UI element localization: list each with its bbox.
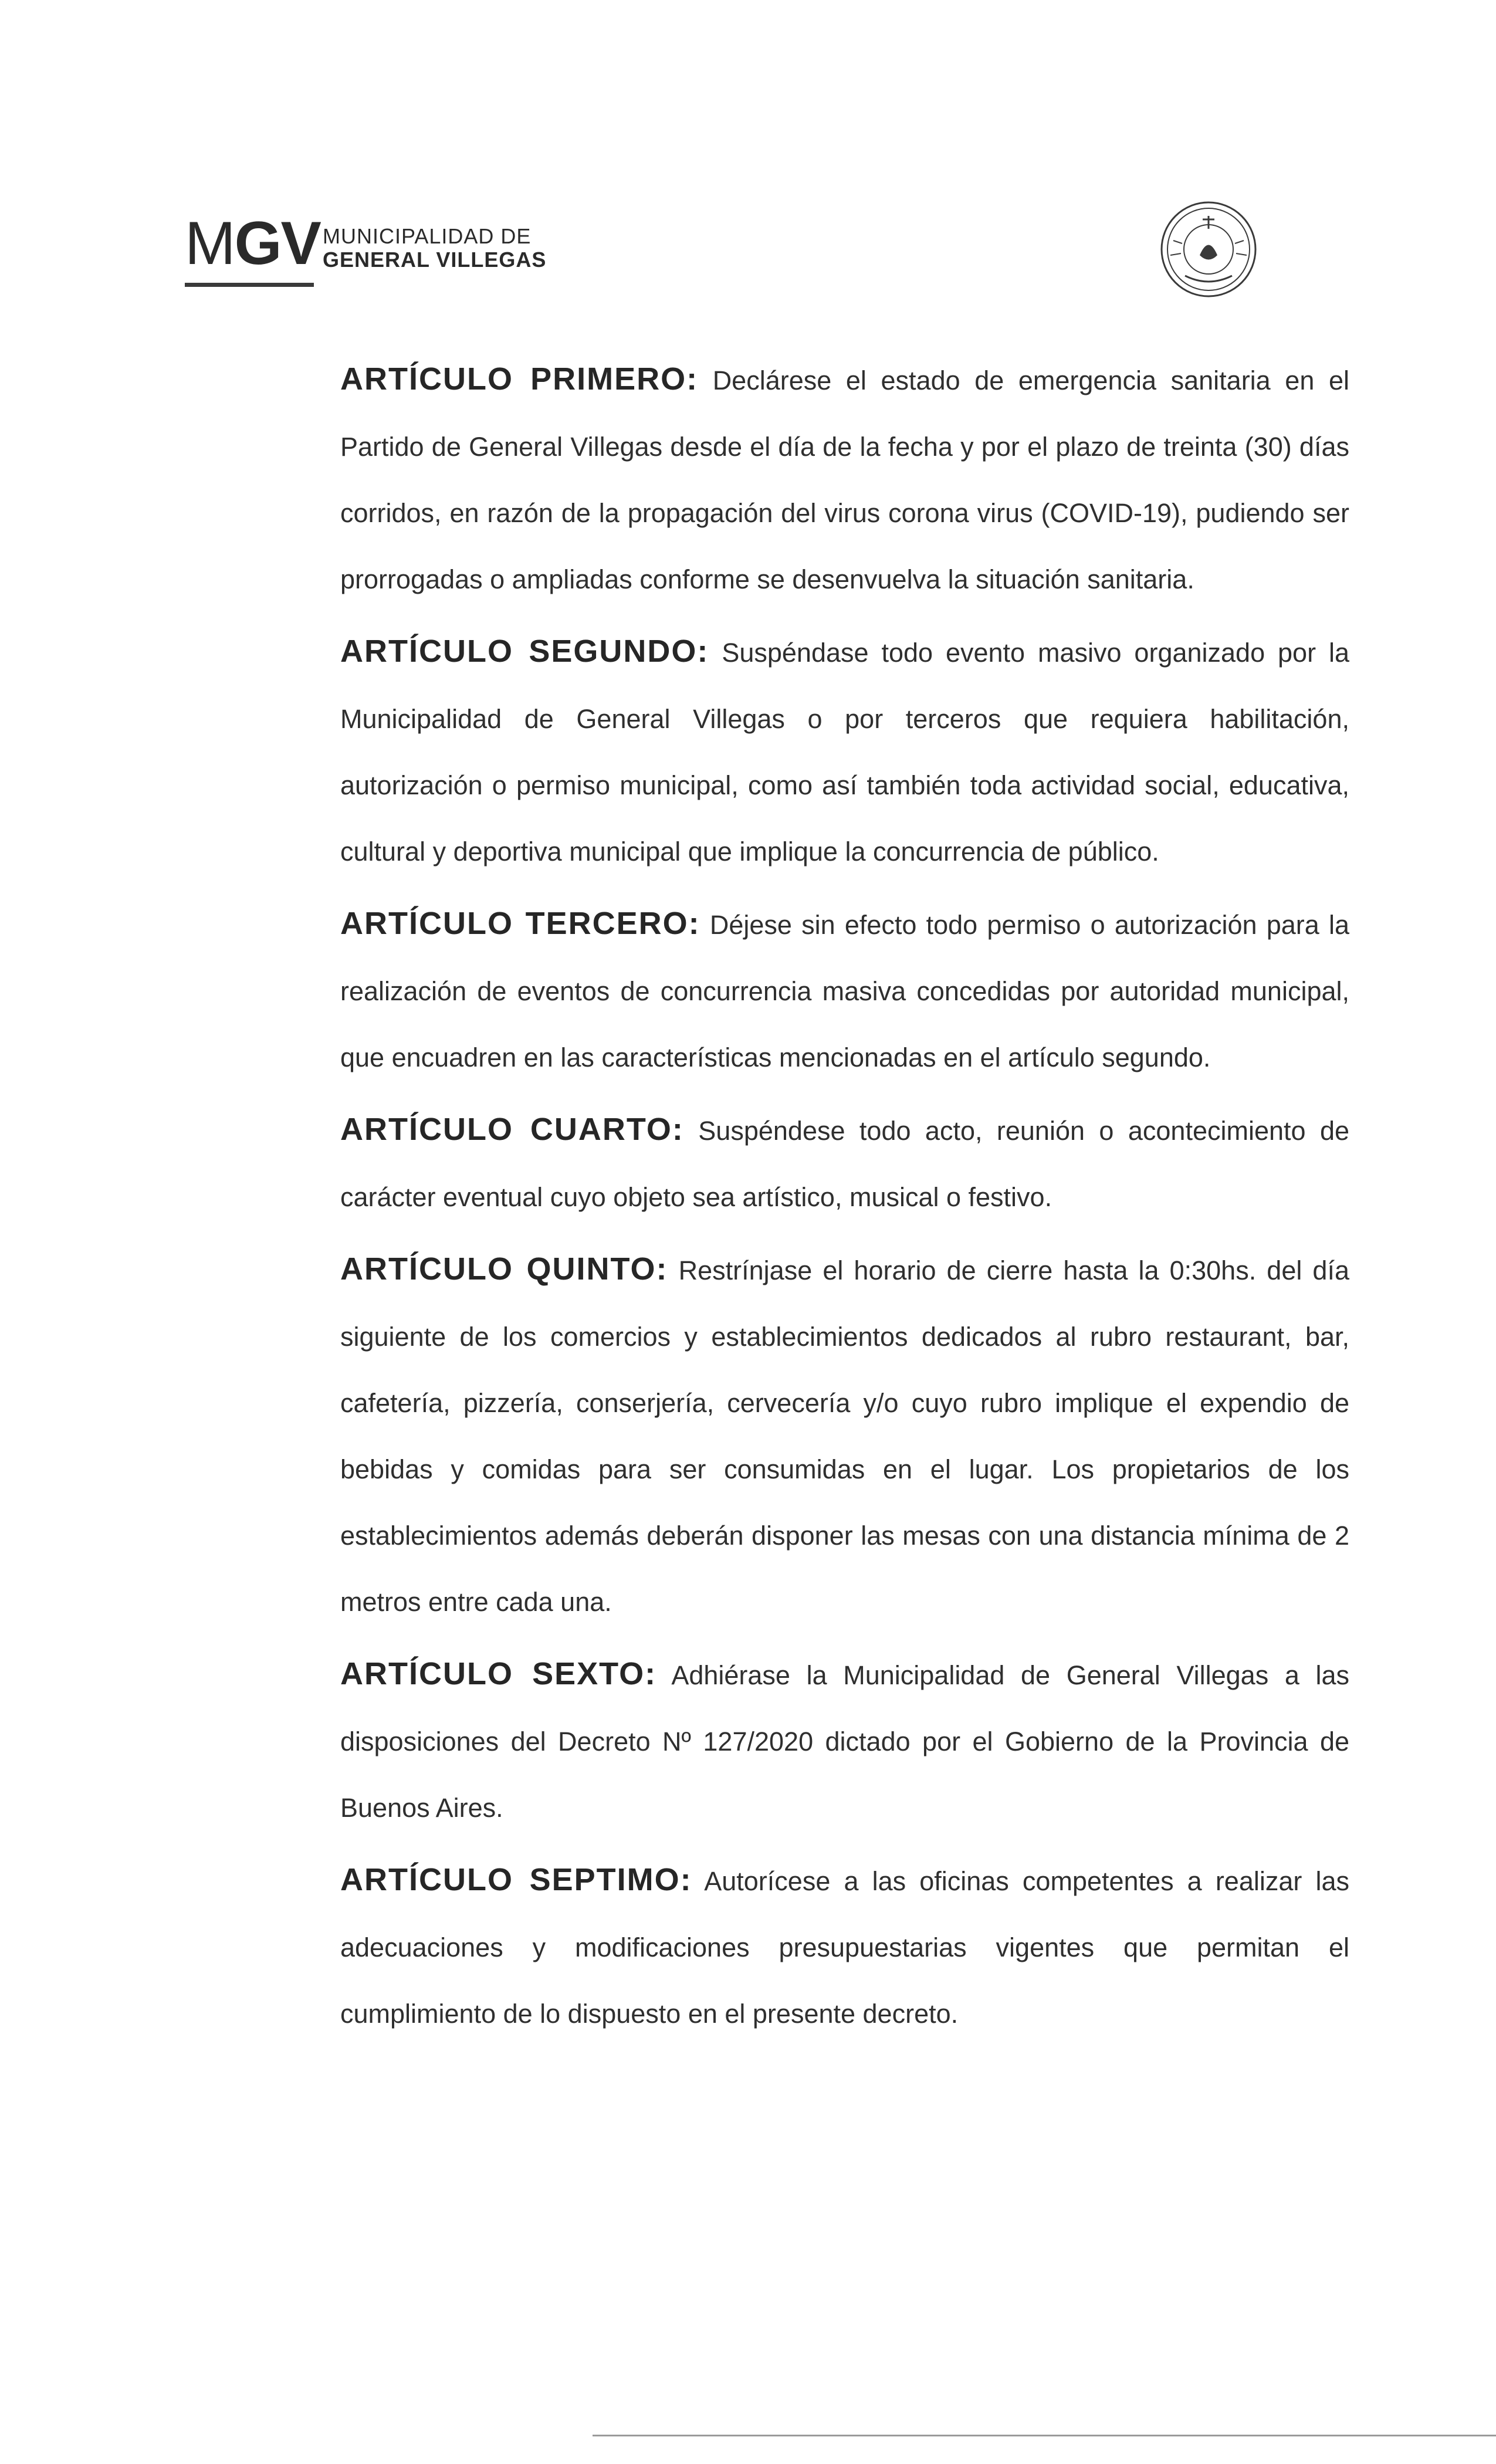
logo-suffix: GV xyxy=(234,209,320,277)
logo-prefix: M xyxy=(185,209,235,277)
logo-underline xyxy=(185,283,314,287)
article-4 xyxy=(340,1096,1349,1230)
article-label: ARTÍCULO CUARTO: xyxy=(340,1112,684,1147)
article-7 xyxy=(340,1847,1349,2047)
article-label: ARTÍCULO SEGUNDO: xyxy=(340,634,709,669)
article-1 xyxy=(340,346,1349,612)
article-text: Autorícese a las oficinas competentes a realizar las adecuaciones y modificaciones presupuestarias vigentes que permitan el cumplimiento de lo dispuesto en el presente decreto. xyxy=(340,1866,1349,2029)
article-text: Déjese sin efecto todo permiso o autorización para la realización de eventos de concurrencia masiva concedidas por autoridad municipal, que encuadren en las características mencionadas en el artículo segundo. xyxy=(340,910,1349,1072)
article-text: Suspéndese todo acto, reunión o acontecimiento de carácter eventual cuyo objeto sea artístico, musical o festivo. xyxy=(340,1116,1349,1212)
article-text: Restrínjase el horario de cierre hasta la 0:30hs. del día siguiente de los comercios y establecimientos dedicados al rubro restaurant, bar, cafetería, pizzería, conserjería, cervecería y/o cuyo rubro implique el expendio de bebidas y comidas para ser consumidas en el lugar. Los propietarios de los establecimientos además deberán disponer las mesas con una distancia mínima de 2 metros entre cada una. xyxy=(340,1255,1349,1617)
article-label: ARTÍCULO TERCERO: xyxy=(340,906,700,941)
article-3 xyxy=(340,891,1349,1091)
municipal-seal-icon xyxy=(1159,199,1258,299)
article-label: ARTÍCULO PRIMERO: xyxy=(340,361,699,397)
article-2 xyxy=(340,618,1349,885)
article-text: Declárese el estado de emergencia sanitaria en el Partido de General Villegas desde el día de la fecha y por el plazo de treinta (30) días corridos, en razón de la propagación del virus corona virus (COVID-19), pudiendo ser prorrogadas o ampliadas conforme se desenvuelva la situación sanitaria. xyxy=(340,365,1349,594)
org-line-1: MUNICIPALIDAD DE xyxy=(323,224,532,248)
article-text: Suspéndase todo evento masivo organizado por la Municipalidad de General Villegas o por terceros que requiera habilitación, autorización o permiso municipal, como así también toda actividad social, educativa, cultural y deportiva municipal que implique la concurrencia de público. xyxy=(340,638,1349,867)
article-label: ARTÍCULO QUINTO: xyxy=(340,1251,668,1287)
article-label: ARTÍCULO SEPTIMO: xyxy=(340,1862,692,1897)
page-bottom-rule xyxy=(593,2435,1496,2436)
org-line-2: GENERAL VILLEGAS xyxy=(323,248,547,272)
article-text: Adhiérase la Municipalidad de General Villegas a las disposiciones del Decreto Nº 127/2020 dictado por el Gobierno de la Provincia de Buenos Aires. xyxy=(340,1660,1350,1823)
mgv-logo xyxy=(185,209,320,277)
article-5 xyxy=(340,1236,1349,1635)
letterhead xyxy=(185,209,1358,320)
article-6 xyxy=(340,1641,1349,1841)
decree-articles xyxy=(340,346,1349,2047)
article-label: ARTÍCULO SEXTO: xyxy=(340,1656,657,1691)
organization-name xyxy=(323,225,546,272)
